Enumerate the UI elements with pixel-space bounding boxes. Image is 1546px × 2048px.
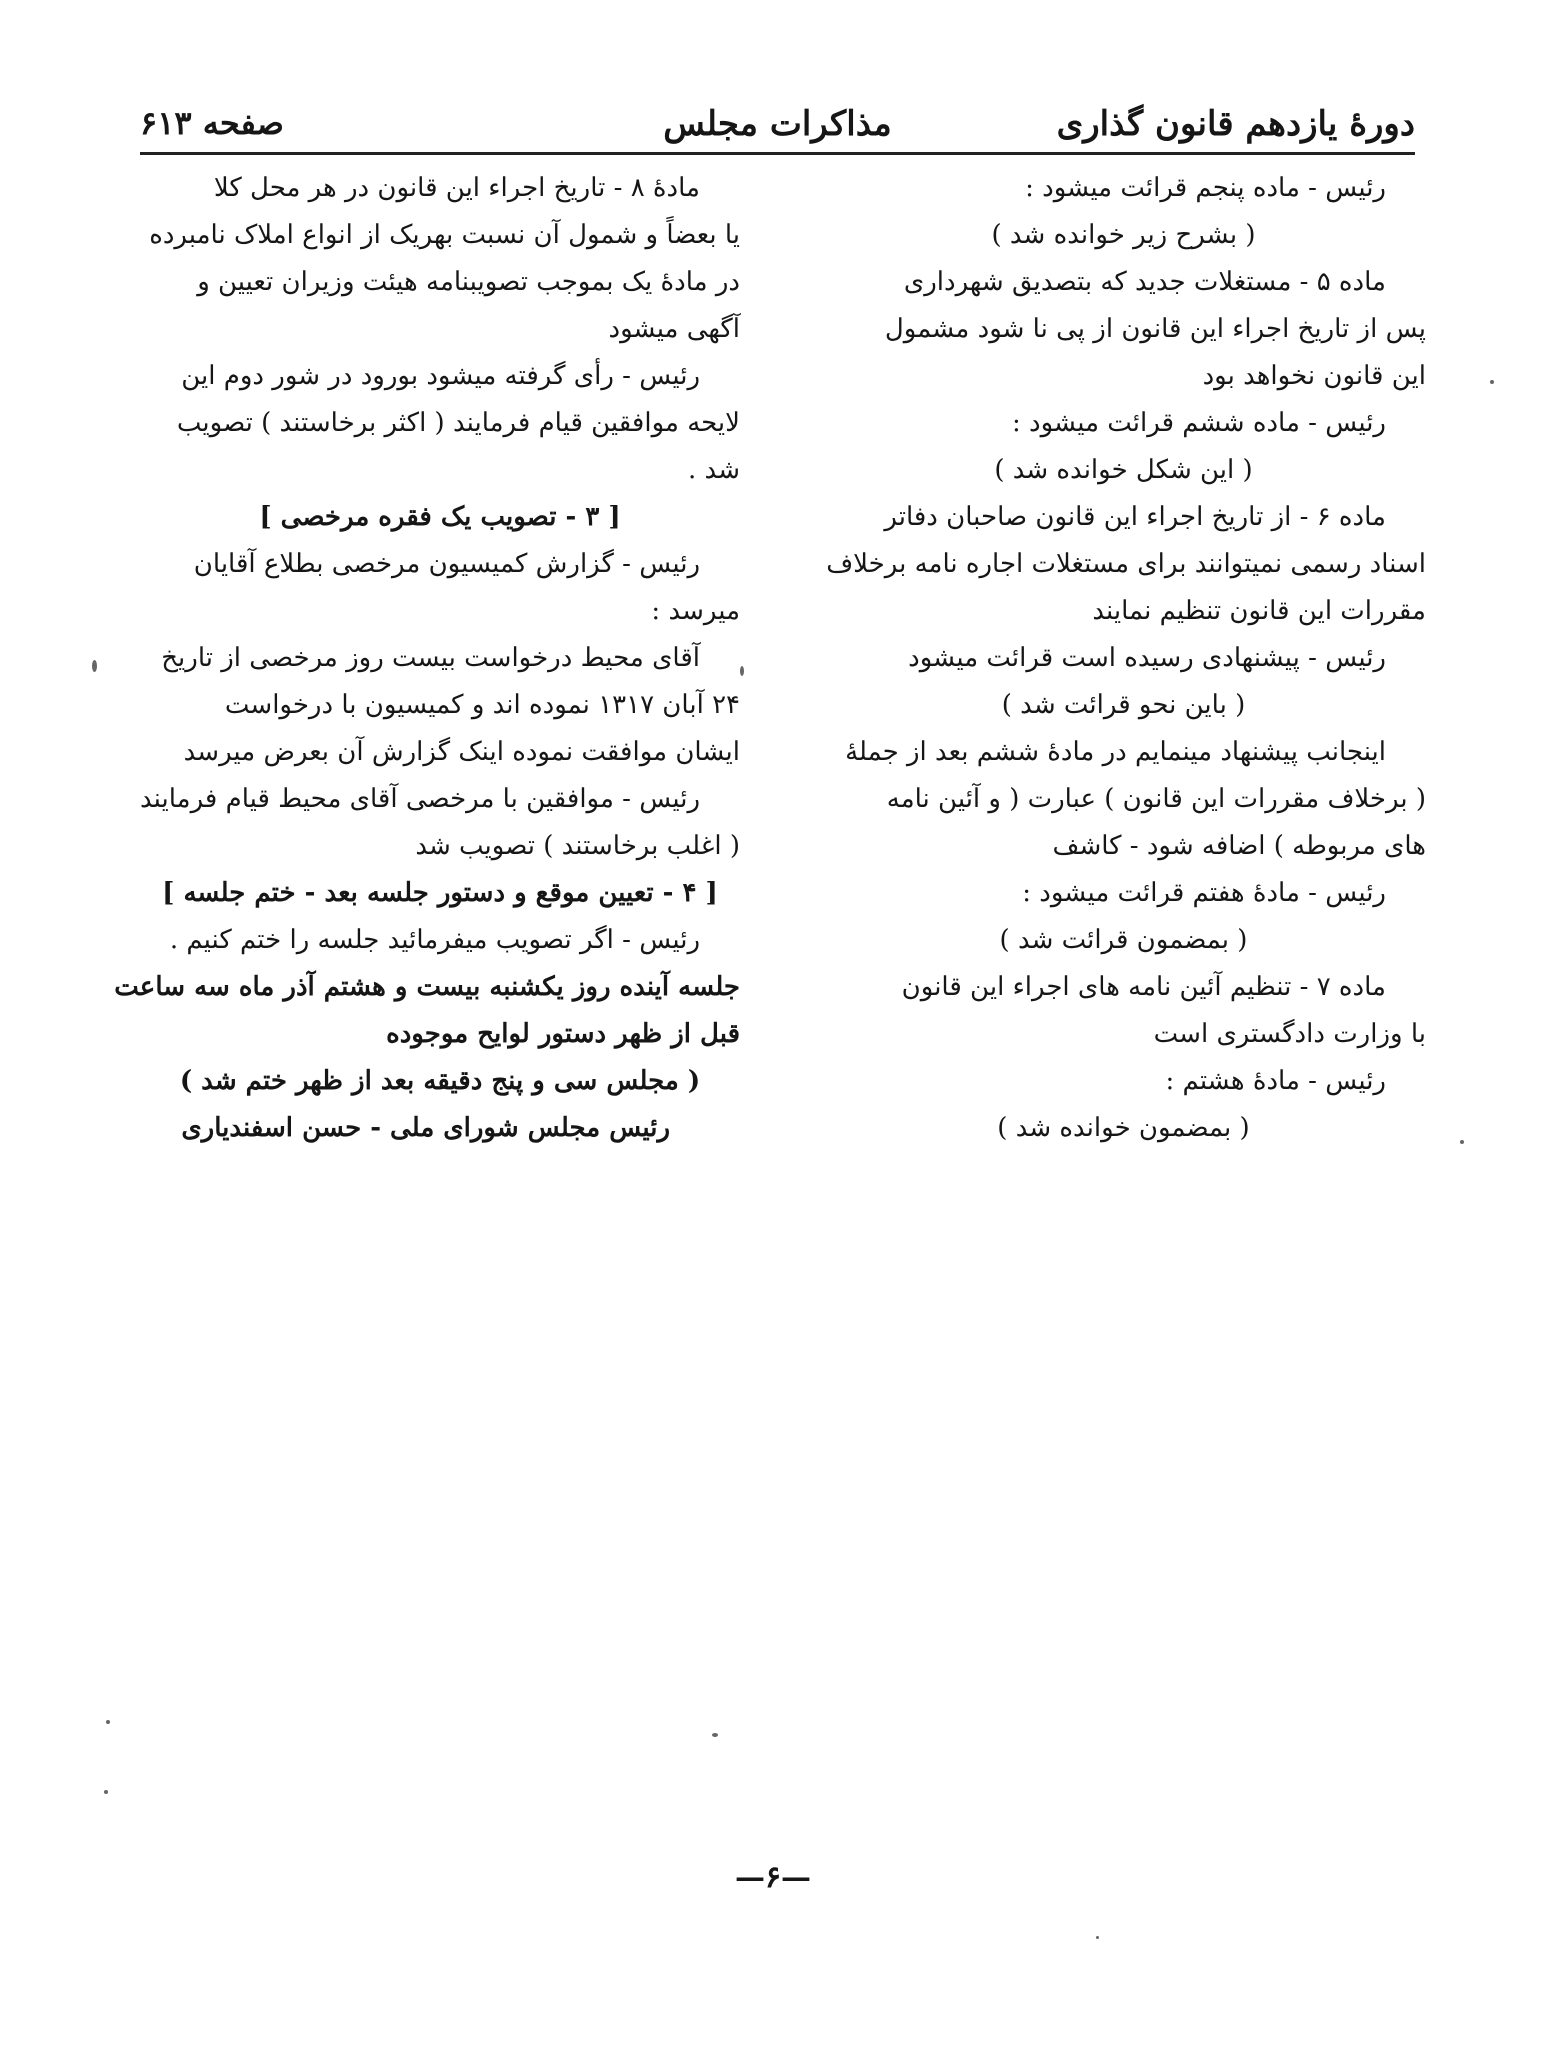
left-column-line: رئیس - موافقین با مرخصی آقای محیط قیام فرمایند: [139, 784, 700, 814]
journal-title: دورهٔ یازدهم قانون گذاری: [1056, 104, 1415, 144]
section-title: مذاکرات مجلس: [663, 104, 892, 144]
left-column-line: یا بعضاً و شمول آن نسبت بهریک از انواع املاک نامبرده: [149, 220, 740, 250]
right-column-line: اسناد رسمی نمیتوانند برای مستغلات اجاره نامه برخلاف: [826, 549, 1426, 579]
header-rule: [140, 152, 1415, 155]
left-column-line: قبل از ظهر دستور لوایح موجوده: [386, 1019, 740, 1049]
right-column-line: ماده ۷ - تنظیم آئین نامه های اجراء این قانون: [901, 972, 1386, 1002]
right-column-line: ( بمضمون خوانده شد ): [997, 1113, 1250, 1143]
page-number: —۶—: [734, 1860, 812, 1895]
right-column-line: رئیس - ماده پنجم قرائت میشود :: [1025, 173, 1386, 203]
left-column-line: ( مجلس سی و پنج دقیقه بعد از ظهر ختم شد ): [179, 1066, 701, 1096]
left-column-line: شد .: [688, 455, 740, 485]
left-column-line: [ ۳ - تصویب یک فقره مرخصی ]: [259, 502, 621, 532]
right-column-line: ( این شکل خوانده شد ): [994, 455, 1253, 485]
left-column-line: لایحه موافقین قیام فرمایند ( اکثر برخاستند ) تصویب: [176, 408, 740, 438]
right-column-line: رئیس - مادهٔ هفتم قرائت میشود :: [1022, 878, 1386, 908]
left-column-line: ایشان موافقت نموده اینک گزارش آن بعرض میرسد: [183, 737, 740, 767]
left-column-line: جلسه آینده روز یکشنبه بیست و هشتم آذر ماه سه ساعت: [114, 972, 740, 1002]
right-column: [821, 165, 1426, 1152]
left-column-line: آقای محیط درخواست بیست روز مرخصی از تاریخ: [161, 643, 700, 673]
right-column-line: رئیس - پیشنهادی رسیده است قرائت میشود: [908, 643, 1386, 673]
left-column-line: مادهٔ ۸ - تاریخ اجراء این قانون در هر محل کلا: [213, 173, 700, 203]
right-column-line: ماده ۶ - از تاریخ اجراء این قانون صاحبان دفاتر: [884, 502, 1386, 532]
left-column-line: ( اغلب برخاستند ) تصویب شد: [415, 831, 740, 861]
right-column-line: پس از تاریخ اجراء این قانون از پی نا شود مشمول: [884, 314, 1426, 344]
right-column-line: با وزارت دادگستری است: [1153, 1019, 1426, 1049]
right-column-line: این قانون نخواهد بود: [1202, 361, 1426, 391]
page-header: [140, 104, 1415, 156]
left-column-line: در مادهٔ یک بموجب تصویبنامه هیئت وزیران تعیین و: [197, 267, 740, 297]
left-column-line: رئیس - رأی گرفته میشود بورود در شور دوم این: [181, 361, 700, 391]
right-column-line: ( برخلاف مقررات این قانون ) عبارت ( و آئین نامه: [886, 784, 1426, 814]
right-column-line: های مربوطه ) اضافه شود - کاشف: [1052, 831, 1426, 861]
left-column-line: [ ۴ - تعیین موقع و دستور جلسه بعد - ختم جلسه ]: [162, 878, 718, 908]
left-column: [114, 165, 740, 1152]
left-column-line: رئیس مجلس شورای ملی - حسن اسفندیاری: [181, 1113, 670, 1143]
page-label: صفحه ۶۱۳: [140, 104, 284, 142]
right-column-line: ( بشرح زیر خوانده شد ): [991, 220, 1256, 250]
left-column-line: آگهی میشود: [608, 314, 740, 344]
right-column-line: ماده ۵ - مستغلات جدید که بتصدیق شهرداری: [903, 267, 1386, 297]
left-column-line: رئیس - اگر تصویب میفرمائید جلسه را ختم کنیم .: [169, 925, 700, 955]
right-column-line: مقررات این قانون تنظیم نمایند: [1092, 596, 1426, 626]
right-column-line: ( بمضمون قرائت شد ): [999, 925, 1248, 955]
right-column-line: رئیس - ماده ششم قرائت میشود :: [1012, 408, 1386, 438]
right-column-line: اینجانب پیشنهاد مینمایم در مادهٔ ششم بعد از جملهٔ: [845, 737, 1386, 767]
right-column-line: رئیس - مادهٔ هشتم :: [1165, 1066, 1386, 1096]
right-column-line: ( باین نحو قرائت شد ): [1001, 690, 1246, 720]
left-column-line: میرسد :: [651, 596, 740, 626]
left-column-line: ۲۴ آبان ۱۳۱۷ نموده اند و کمیسیون با درخواست: [224, 690, 740, 720]
left-column-line: رئیس - گزارش کمیسیون مرخصی بطلاع آقایان: [193, 549, 700, 579]
